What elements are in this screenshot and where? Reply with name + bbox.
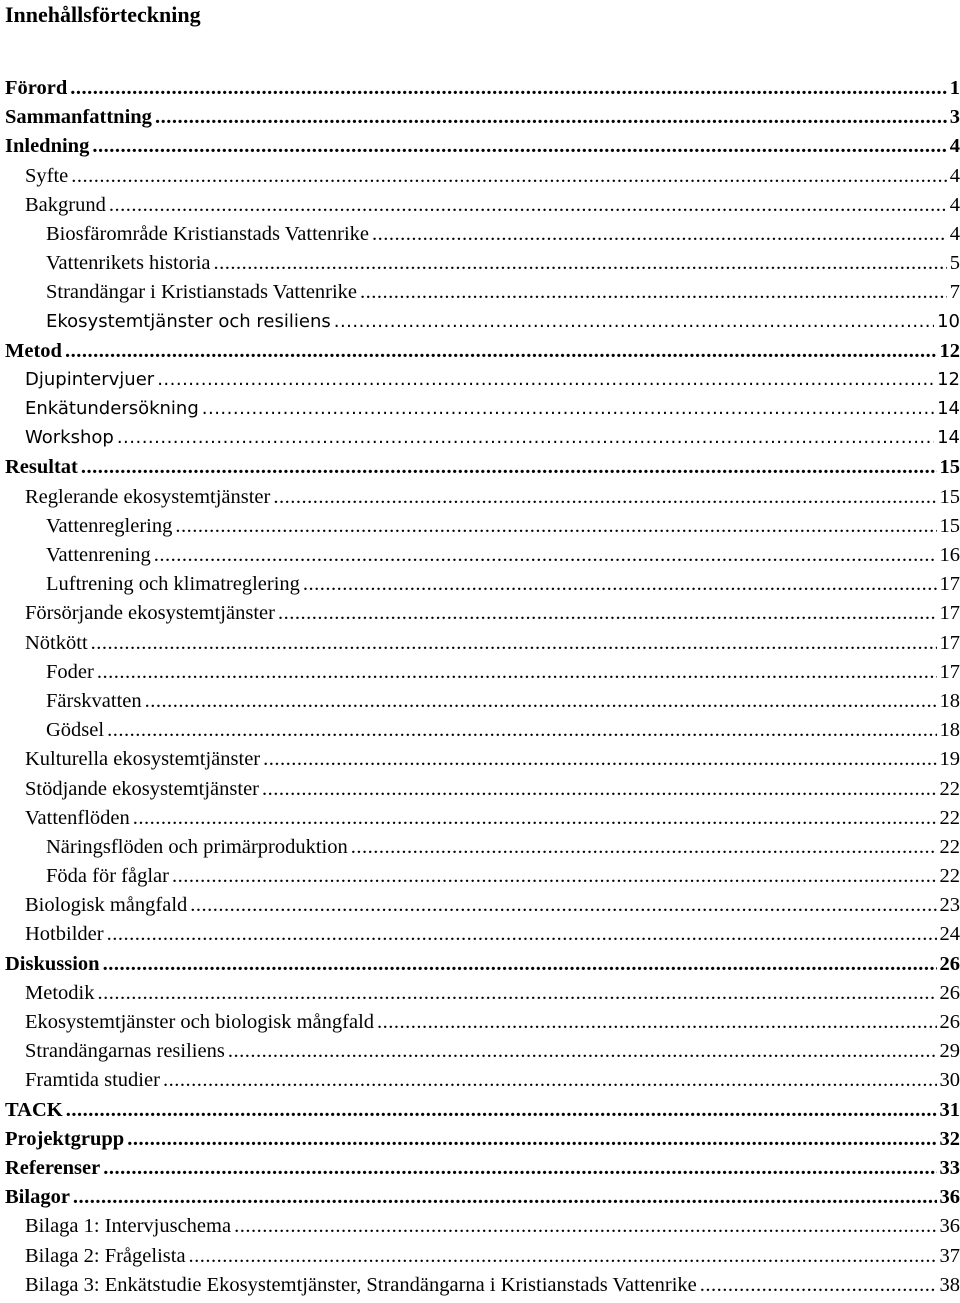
toc-entry-page-number: 22 xyxy=(940,807,960,830)
toc-entry-page-number: 30 xyxy=(940,1069,960,1092)
toc-dot-leader xyxy=(228,1040,937,1063)
toc-entry[interactable] xyxy=(5,544,960,573)
toc-entry-label: Biologisk mångfald xyxy=(25,894,187,917)
toc-dot-leader xyxy=(172,865,937,888)
toc-entry-label: Bakgrund xyxy=(25,194,106,217)
toc-entry[interactable] xyxy=(5,748,960,777)
toc-dot-leader xyxy=(91,632,937,655)
toc-entry-label: Vattenrikets historia xyxy=(46,252,211,275)
toc-entry-page-number: 3 xyxy=(950,106,960,129)
toc-dot-leader xyxy=(97,661,937,684)
toc-dot-leader xyxy=(133,807,937,830)
toc-entry-page-number: 24 xyxy=(940,923,960,946)
toc-dot-leader xyxy=(97,982,936,1005)
toc-dot-leader xyxy=(107,923,937,946)
toc-dot-leader xyxy=(351,836,937,859)
toc-heading: Innehållsförteckning xyxy=(5,2,201,28)
toc-entry-label: Vattenreglering xyxy=(46,515,172,538)
toc-entry[interactable] xyxy=(5,632,960,661)
toc-dot-leader xyxy=(103,1157,936,1180)
toc-entry-label: Föda för fåglar xyxy=(46,865,169,888)
toc-dot-leader xyxy=(107,719,936,742)
toc-entry[interactable] xyxy=(5,165,960,194)
toc-entry[interactable] xyxy=(5,602,960,631)
toc-entry-label: Resultat xyxy=(5,456,78,479)
toc-dot-leader xyxy=(157,369,934,390)
toc-dot-leader xyxy=(360,281,947,304)
toc-dot-leader xyxy=(377,1011,936,1034)
toc-entry-page-number: 15 xyxy=(940,515,960,538)
toc-entry-label: Nötkött xyxy=(25,632,88,655)
toc-entry[interactable] xyxy=(5,456,960,485)
toc-dot-leader xyxy=(234,1215,936,1238)
toc-entry-page-number: 1 xyxy=(950,77,960,100)
toc-entry-page-number: 22 xyxy=(940,778,960,801)
toc-entry[interactable] xyxy=(5,77,960,106)
toc-entry[interactable] xyxy=(5,515,960,544)
toc-entry-page-number: 32 xyxy=(940,1128,960,1151)
toc-dot-leader xyxy=(175,515,936,538)
toc-entry-page-number: 10 xyxy=(937,311,960,332)
toc-entry-page-number: 26 xyxy=(940,1011,960,1034)
toc-entry-page-number: 22 xyxy=(940,865,960,888)
toc-entry-label: Färskvatten xyxy=(46,690,142,713)
toc-entry-page-number: 18 xyxy=(940,690,960,713)
toc-dot-leader xyxy=(262,778,937,801)
toc-entry-page-number: 17 xyxy=(940,661,960,684)
toc-entry-page-number: 4 xyxy=(950,223,960,246)
toc-entry-label: Ekosystemtjänster och resiliens xyxy=(46,311,331,332)
toc-entry-page-number: 31 xyxy=(940,1099,960,1122)
toc-entry-label: Näringsflöden och primärproduktion xyxy=(46,836,348,859)
toc-entry-label: Framtida studier xyxy=(25,1069,160,1092)
toc-entry[interactable] xyxy=(5,194,960,223)
toc-dot-leader xyxy=(155,106,947,129)
toc-entry-label: Luftrening och klimatreglering xyxy=(46,573,300,596)
toc-entry[interactable] xyxy=(5,719,960,748)
toc-entry[interactable] xyxy=(5,1040,960,1069)
toc-dot-leader xyxy=(109,194,947,217)
toc-entry[interactable] xyxy=(5,398,960,427)
toc-entry-label: Diskussion xyxy=(5,953,100,976)
toc-entry[interactable] xyxy=(5,1215,960,1244)
toc-entry-label: Sammanfattning xyxy=(5,106,152,129)
toc-entry-page-number: 17 xyxy=(940,632,960,655)
toc-entry-label: Metodik xyxy=(25,982,94,1005)
toc-dot-leader xyxy=(163,1069,937,1092)
toc-entry-label: Biosfärområde Kristianstads Vattenrike xyxy=(46,223,369,246)
toc-dot-leader xyxy=(202,398,934,419)
toc-entry[interactable] xyxy=(5,923,960,952)
toc-entry[interactable] xyxy=(5,106,960,135)
toc-dot-leader xyxy=(214,252,947,275)
toc-entry[interactable] xyxy=(5,573,960,602)
toc-dot-leader xyxy=(145,690,937,713)
toc-dot-leader xyxy=(273,486,936,509)
toc-entry-page-number: 14 xyxy=(937,398,960,419)
toc-entry-page-number: 26 xyxy=(940,953,960,976)
toc-entry[interactable] xyxy=(5,661,960,690)
toc-entry[interactable] xyxy=(5,1069,960,1098)
toc-entry-label: Bilaga 1: Intervjuschema xyxy=(25,1215,231,1238)
toc-entry[interactable] xyxy=(5,252,960,281)
toc-dot-leader xyxy=(70,77,946,100)
toc-entry-label: Syfte xyxy=(25,165,68,188)
toc-dot-leader xyxy=(190,894,936,917)
toc-entry-label: Hotbilder xyxy=(25,923,104,946)
toc-entry[interactable] xyxy=(5,223,960,252)
toc-entry-page-number: 15 xyxy=(940,456,960,479)
toc-entry-page-number: 4 xyxy=(950,165,960,188)
toc-entry[interactable] xyxy=(5,1274,960,1303)
toc-entry-page-number: 7 xyxy=(950,281,960,304)
toc-dot-leader xyxy=(127,1128,936,1151)
toc-entry-page-number: 26 xyxy=(940,982,960,1005)
toc-dot-leader xyxy=(278,602,937,625)
toc-dot-leader xyxy=(65,340,937,363)
toc-entry[interactable] xyxy=(5,1011,960,1040)
toc-dot-leader xyxy=(81,456,937,479)
toc-entry-page-number: 5 xyxy=(950,252,960,275)
toc-entry[interactable] xyxy=(5,836,960,865)
toc-entry-label: Strandängarnas resiliens xyxy=(25,1040,225,1063)
toc-entry-label: Djupintervjuer xyxy=(25,369,154,390)
toc-entry-page-number: 29 xyxy=(940,1040,960,1063)
toc-entry-label: Bilaga 2: Frågelista xyxy=(25,1245,186,1268)
toc-entry-page-number: 18 xyxy=(940,719,960,742)
toc-entry-label: Strandängar i Kristianstads Vattenrike xyxy=(46,281,357,304)
toc-dot-leader xyxy=(154,544,937,567)
toc-entry-label: Inledning xyxy=(5,135,89,158)
toc-entry-label: Workshop xyxy=(25,427,114,448)
toc-entry[interactable] xyxy=(5,953,960,982)
toc-entry[interactable] xyxy=(5,340,960,369)
toc-entry-label: Metod xyxy=(5,340,62,363)
toc-dot-leader xyxy=(73,1186,937,1209)
toc-entry[interactable] xyxy=(5,1245,960,1274)
toc-entry[interactable] xyxy=(5,778,960,807)
toc-dot-leader xyxy=(92,135,946,158)
toc-entry[interactable] xyxy=(5,865,960,894)
toc-entry-label: Referenser xyxy=(5,1157,100,1180)
toc-entry-page-number: 23 xyxy=(940,894,960,917)
toc-entry-label: Kulturella ekosystemtjänster xyxy=(25,748,260,771)
toc-entry[interactable] xyxy=(5,135,960,164)
toc-entry-label: Stödjande ekosystemtjänster xyxy=(25,778,259,801)
toc-dot-leader xyxy=(372,223,947,246)
toc-entry[interactable] xyxy=(5,311,960,340)
toc-dot-leader xyxy=(66,1099,937,1122)
toc-entry[interactable] xyxy=(5,427,960,456)
toc-entry-label: Projektgrupp xyxy=(5,1128,124,1151)
toc-entry[interactable] xyxy=(5,281,960,310)
toc-entry-page-number: 4 xyxy=(950,194,960,217)
toc-entry[interactable] xyxy=(5,1099,960,1128)
toc-entry[interactable] xyxy=(5,369,960,398)
toc-entry-page-number: 16 xyxy=(940,544,960,567)
toc-entry[interactable] xyxy=(5,1128,960,1157)
toc-entry-page-number: 17 xyxy=(940,602,960,625)
toc-entry-label: Bilagor xyxy=(5,1186,70,1209)
toc-entry[interactable] xyxy=(5,1157,960,1186)
toc-entry[interactable] xyxy=(5,486,960,515)
toc-entry-page-number: 17 xyxy=(940,573,960,596)
toc-entry-page-number: 19 xyxy=(940,748,960,771)
toc-entry-page-number: 38 xyxy=(940,1274,960,1297)
toc-entry-page-number: 33 xyxy=(940,1157,960,1180)
toc-entry[interactable] xyxy=(5,690,960,719)
toc-entry-page-number: 12 xyxy=(940,340,960,363)
toc-entry-label: Vattenflöden xyxy=(25,807,130,830)
table-of-contents xyxy=(5,77,960,1303)
toc-entry-page-number: 12 xyxy=(937,369,960,390)
toc-entry[interactable] xyxy=(5,807,960,836)
toc-entry-page-number: 14 xyxy=(937,427,960,448)
toc-entry-label: Vattenrening xyxy=(46,544,151,567)
toc-entry-label: Bilaga 3: Enkätstudie Ekosystemtjänster, Strandängarna i Kristianstads Vattenrike xyxy=(25,1274,697,1297)
toc-entry-label: Foder xyxy=(46,661,94,684)
toc-entry-page-number: 36 xyxy=(940,1186,960,1209)
toc-dot-leader xyxy=(303,573,937,596)
toc-dot-leader xyxy=(103,953,937,976)
toc-entry-label: Förord xyxy=(5,77,67,100)
toc-entry[interactable] xyxy=(5,982,960,1011)
toc-dot-leader xyxy=(700,1274,937,1297)
toc-dot-leader xyxy=(334,311,934,332)
toc-entry-label: TACK xyxy=(5,1099,63,1122)
toc-entry-page-number: 37 xyxy=(940,1245,960,1268)
toc-entry-page-number: 36 xyxy=(940,1215,960,1238)
toc-dot-leader xyxy=(263,748,936,771)
toc-entry-page-number: 15 xyxy=(940,486,960,509)
toc-entry-page-number: 4 xyxy=(950,135,960,158)
toc-entry[interactable] xyxy=(5,1186,960,1215)
toc-dot-leader xyxy=(189,1245,937,1268)
toc-entry-label: Försörjande ekosystemtjänster xyxy=(25,602,275,625)
toc-dot-leader xyxy=(71,165,946,188)
toc-entry-label: Ekosystemtjänster och biologisk mångfald xyxy=(25,1011,374,1034)
toc-entry-page-number: 22 xyxy=(940,836,960,859)
toc-dot-leader xyxy=(117,427,934,448)
toc-entry-label: Reglerande ekosystemtjänster xyxy=(25,486,270,509)
toc-entry-label: Gödsel xyxy=(46,719,104,742)
toc-entry-label: Enkätundersökning xyxy=(25,398,199,419)
toc-entry[interactable] xyxy=(5,894,960,923)
